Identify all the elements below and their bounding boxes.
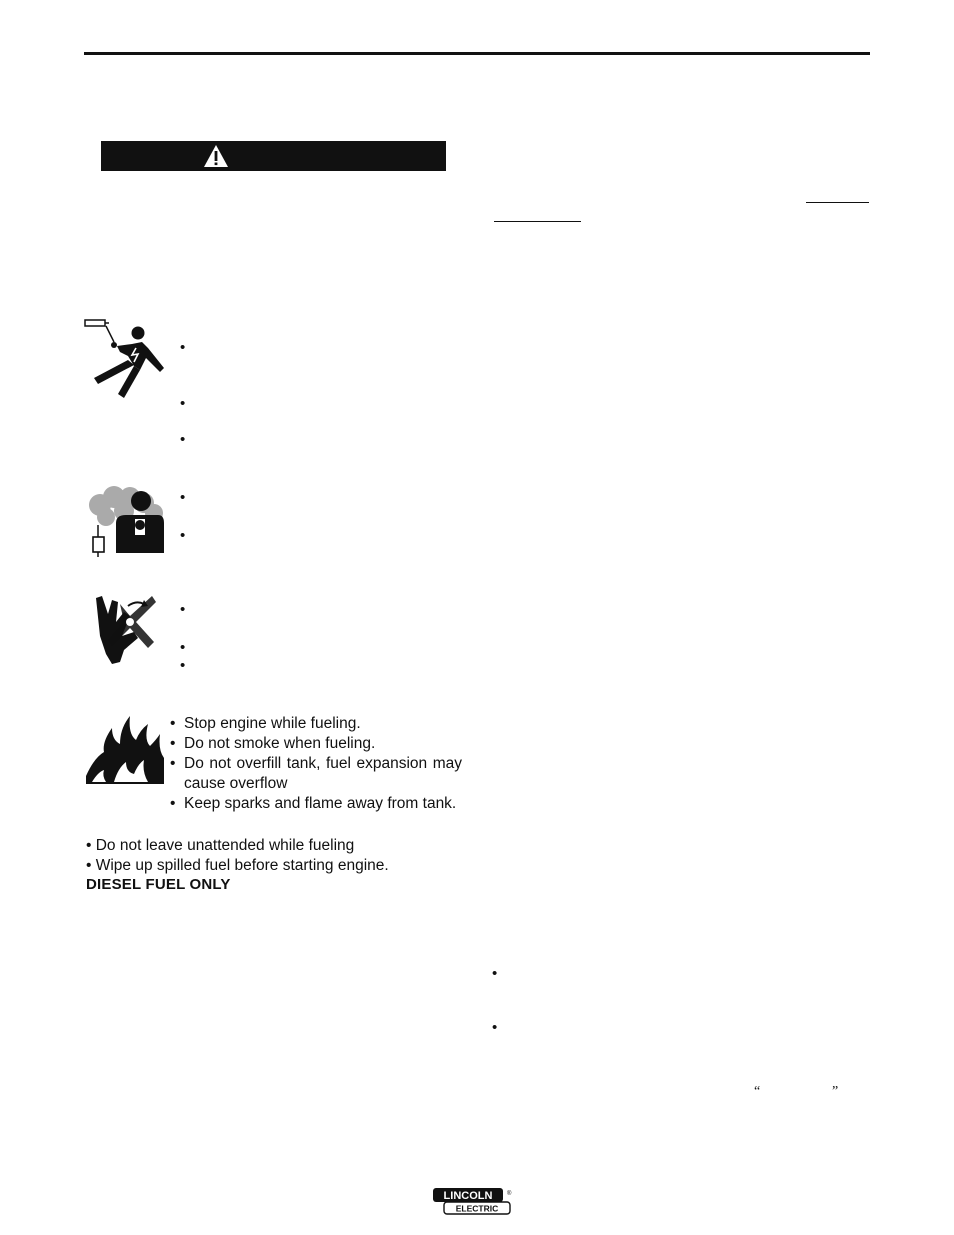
bullet-marker: • [180, 489, 186, 506]
bullet-marker: • [492, 1019, 498, 1036]
quote-mark: “ [754, 1084, 761, 1099]
bullet-marker: • [180, 339, 186, 356]
bullet-marker: • [180, 527, 186, 544]
fire-flame-icon [84, 714, 168, 786]
bullet-marker: • [180, 639, 186, 656]
diesel-fuel-label: DIESEL FUEL ONLY [86, 876, 231, 893]
quote-mark: ” [832, 1084, 839, 1099]
underline-fragment [806, 202, 869, 203]
bullet-marker: • [180, 431, 186, 448]
electric-shock-icon [84, 318, 168, 400]
header-rule [84, 52, 870, 55]
list-item: • Do not overfill tank, fuel expansion may cause overflow [170, 755, 462, 792]
list-item: • Do not leave unattended while fueling [86, 837, 355, 854]
exhaust-fumes-icon [86, 485, 168, 559]
bullet-marker: • [180, 657, 186, 674]
list-item: • Wipe up spilled fuel before starting engine. [86, 857, 389, 874]
bullet-marker: • [180, 395, 186, 412]
lincoln-electric-logo [432, 1186, 512, 1216]
moving-parts-hand-icon [90, 592, 164, 666]
registered-mark: ® [507, 1191, 512, 1197]
list-item: • Keep sparks and flame away from tank. [170, 795, 457, 812]
bullet-marker: • [180, 601, 186, 618]
logo-top-text: LINCOLN [443, 1190, 493, 1203]
bullet-marker: • [492, 965, 498, 982]
warning-banner [101, 141, 446, 171]
fuel-precautions-list [170, 714, 462, 814]
list-item: • Stop engine while fueling. [170, 715, 361, 732]
logo-bottom-text: ELECTRIC [455, 1203, 499, 1214]
list-item: • Do not smoke when fueling. [170, 735, 376, 752]
underline-fragment [494, 221, 581, 222]
warning-triangle-icon [203, 144, 229, 168]
